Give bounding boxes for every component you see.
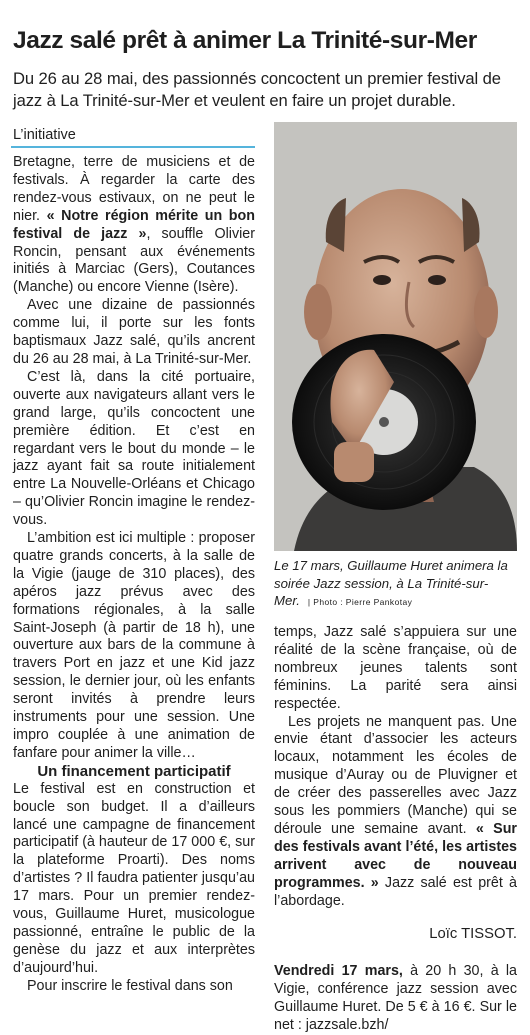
- paragraph: temps, Jazz salé s’appuiera sur une réalité de la scène française, où de nombreux jeunes talents sont féminins. La parité sera ainsi respectée.: [274, 624, 517, 712]
- quote: « Sur des festivals avant l’été, les artistes arrivent avec de nouveau programmes. »: [274, 820, 517, 891]
- photo-credit: | Photo : Pierre Pankotay: [307, 597, 413, 608]
- paragraph: Le festival est en construction et boucle son budget. Il a d’ailleurs lancé une campagne de financement participatif (à hauteur de 17 000 €, sur la plateforme Proarti). Des noms d’artistes ? Il faudra patienter jusqu’au 17 mars. Pour un premier rendez-vous, Guillaume Huret, musicologue passionné, entraîne le public de la genèse du jazz et aux interprètes d’aujourd’hui.: [13, 780, 255, 976]
- paragraph: Pour inscrire le festival dans son: [27, 977, 233, 994]
- article-headline: Jazz salé prêt à animer La Trinité-sur-Mer: [13, 27, 477, 54]
- paragraph: Avec une dizaine de passionnés comme lui, il porte sur les fonts baptismaux Jazz salé, qu’ils ancrent du 26 au 28 mai, à La Trinité-sur-Mer.: [13, 297, 255, 367]
- column-right: [274, 624, 517, 1035]
- quote: « Notre région mérite un bon festival de jazz »: [13, 207, 255, 242]
- paragraph: [13, 154, 255, 297]
- article-kicker: L’initiative: [13, 127, 76, 143]
- paragraph: C’est là, dans la cité portuaire, ouverte aux navigateurs allant vers le grand large, qu’ils concoctent une première édition. Et c’est en regardant vers le bout du monde – le jazz ayant fait sa route initialement entre La Nouvelle-Orléans et Chicago – qu’Olivier Roncin imagine le rendez-vous.: [13, 368, 255, 529]
- event-info: [274, 963, 517, 1035]
- author-signature: Loïc TISSOT.: [429, 925, 517, 942]
- paragraph: [274, 714, 517, 911]
- subheading: Un financement participatif: [37, 762, 231, 780]
- text: , souffle Olivier Roncin, pensant aux événements initiés à Marciac (Gers), Coutances (Manche) ou encore Vienne (Isère).: [13, 225, 255, 296]
- event-date: Vendredi 17 mars,: [274, 963, 403, 980]
- kicker-rule: [11, 146, 255, 148]
- text: Les projets ne manquent pas. Une envie étant d’associer les acteurs locaux, notamment les écoles de musique d’Auray ou de Pluvigner et de créer des passerelles avec Jazz sous les pommiers (Manche) qui se déroule une semaine avant.: [274, 713, 517, 837]
- caption-text: Le 17 mars, Guillaume Huret animera la soirée Jazz session, à La Trinité-sur-Mer.: [274, 558, 508, 609]
- paragraph: L’ambition est ici multiple : proposer quatre grands concerts, à la salle de la Vigie (jauge de 310 places), des apéros jazz prévus avec des formations régionales, à la salle Saint-Joseph (à partir de 18 h), une ouverture aux bars de la commune à travers Port en jazz et une Kid jazz session, le dernier jour, où les enfants seront invités à prendre leurs instruments pour une session. Une impro couplée à une animation de fanfare pour animer la ville…: [13, 530, 255, 761]
- event-details: à 20 h 30, à la Vigie, conférence jazz session avec Guillaume Huret. De 5 € à 16 €. Sur le net : jazzsale.bzh/: [274, 963, 517, 1034]
- text: Jazz salé est prêt à l’abordage.: [274, 874, 517, 909]
- article-photo: [274, 122, 517, 551]
- column-left: [13, 154, 255, 996]
- text: Bretagne, terre de musiciens et de festivals. À regarder la carte des rendez-vous estivaux, on ne peut le nier.: [13, 154, 255, 224]
- photo-caption: [274, 557, 524, 612]
- article-lead: Du 26 au 28 mai, des passionnés concoctent un premier festival de jazz à La Trinité-sur-Mer et veulent en faire un projet durable.: [13, 69, 501, 110]
